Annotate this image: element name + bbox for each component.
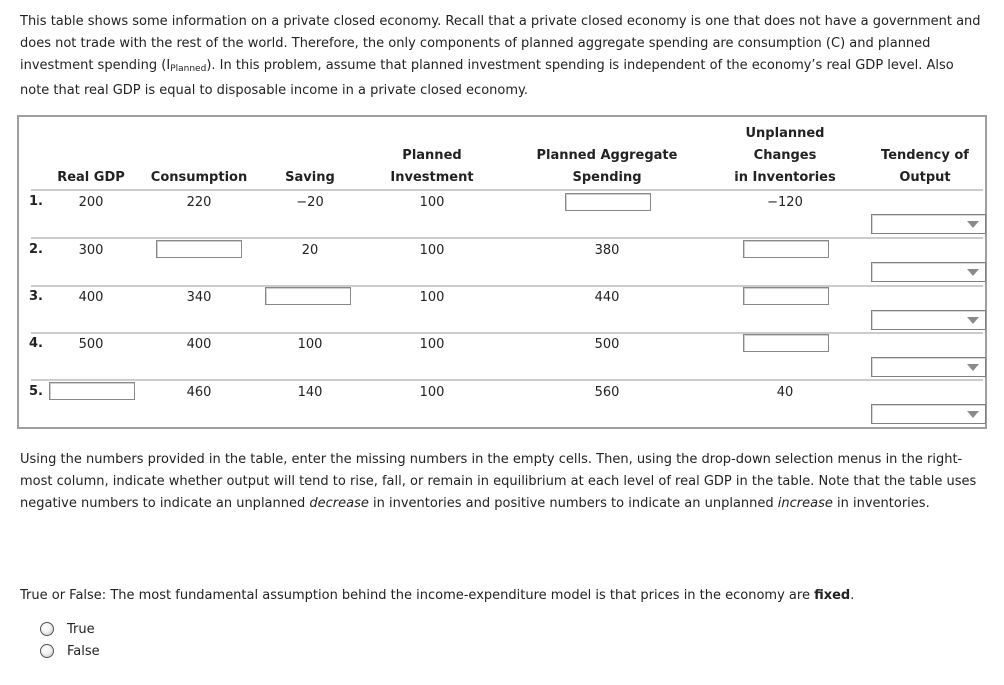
cell-consumption: 220 [186, 195, 212, 210]
select-tendency-row-4[interactable] [871, 357, 986, 377]
economy-table [17, 115, 987, 429]
true-false-question [20, 585, 985, 607]
intro-text-1: This table shows some information on a private closed economy. Recall that a private closed economy is one that does not have a government and does not trade with the rest of the world. Therefore, the only components of planned aggregate spending are consumption (C) and planned investment spending (I [20, 14, 981, 73]
chevron-down-icon [967, 364, 979, 371]
input-unplanned-changes-row-2[interactable] [743, 240, 829, 258]
radio-option-true[interactable] [40, 619, 95, 639]
instructions-emphasis-increase: increase [777, 496, 833, 511]
cell-planned-investment: 100 [419, 337, 445, 352]
header-unplanned-line1: Unplanned [745, 126, 825, 141]
input-consumption-row-2[interactable] [156, 240, 242, 258]
input-real-gdp-row-5[interactable] [49, 382, 135, 400]
select-tendency-row-2[interactable] [871, 262, 986, 282]
header-planned-investment [374, 145, 490, 189]
cell-planned-aggregate-spending: 380 [594, 243, 620, 258]
cell-planned-aggregate-spending: 500 [594, 337, 620, 352]
row-divider [31, 379, 983, 381]
question-bold-word: fixed [814, 588, 851, 603]
input-unplanned-changes-row-4[interactable] [743, 334, 829, 352]
row-number: 2. [29, 242, 43, 257]
cell-saving: 140 [297, 385, 323, 400]
cell-real-gdp: 500 [78, 337, 104, 352]
header-unplanned-changes [722, 123, 848, 189]
header-pas-line2: Spending [572, 170, 642, 185]
select-tendency-row-1[interactable] [871, 214, 986, 234]
radio-label-false: False [67, 643, 100, 659]
cell-real-gdp: 200 [78, 195, 104, 210]
radio-button-icon[interactable] [40, 644, 54, 658]
header-unplanned-line3: in Inventories [734, 170, 836, 185]
header-tendency-line2: Output [899, 170, 951, 185]
select-tendency-row-3[interactable] [871, 310, 986, 330]
chevron-down-icon [967, 317, 979, 324]
input-unplanned-changes-row-3[interactable] [743, 287, 829, 305]
row-number: 1. [29, 194, 43, 209]
header-planned-investment-line2: Investment [390, 170, 474, 185]
cell-unplanned-changes: 40 [776, 385, 794, 400]
cell-saving: −20 [296, 195, 324, 210]
select-tendency-row-5[interactable] [871, 404, 986, 424]
header-consumption: Consumption [150, 170, 248, 185]
radio-button-icon[interactable] [40, 622, 54, 636]
header-real-gdp: Real GDP [57, 170, 125, 185]
header-planned-aggregate-spending [522, 145, 692, 189]
header-divider [31, 189, 983, 191]
intro-text-2: ). In this problem, assume that planned investment spending is independent of the economy’s real GDP level. Also note that real GDP is equal to disposable income in a private closed economy. [20, 58, 954, 98]
radio-option-false[interactable] [40, 641, 100, 661]
cell-consumption: 400 [186, 337, 212, 352]
cell-planned-aggregate-spending: 560 [594, 385, 620, 400]
header-saving: Saving [285, 170, 335, 185]
instructions-text-1: Using the numbers provided in the table, enter the missing numbers in the empty cells. Then, using the drop-down selection menus in the right-most column, indicate whether output will tend to rise, fall, or remain in equilibrium at each level of real GDP in the table. Note that the table uses negative numbers to indicate an unplanned [20, 452, 977, 511]
radio-label-true: True [67, 621, 95, 637]
cell-saving: 20 [301, 243, 319, 258]
cell-unplanned-changes: −120 [767, 195, 803, 210]
header-planned-investment-line1: Planned [402, 148, 462, 163]
cell-planned-investment: 100 [419, 243, 445, 258]
instructions-emphasis-decrease: decrease [309, 496, 369, 511]
row-divider [31, 332, 983, 334]
input-planned-aggregate-spending-row-1[interactable] [565, 193, 651, 211]
intro-subscript: Planned [170, 64, 207, 74]
chevron-down-icon [967, 221, 979, 228]
question-text: True or False: The most fundamental assumption behind the income-expenditure model is that prices in the economy are [20, 588, 815, 603]
row-divider [31, 237, 983, 239]
instructions-text-2: in inventories and positive numbers to indicate an unplanned [368, 496, 778, 511]
row-number: 3. [29, 289, 43, 304]
row-number: 5. [29, 384, 43, 399]
cell-consumption: 460 [186, 385, 212, 400]
cell-planned-investment: 100 [419, 385, 445, 400]
cell-planned-aggregate-spending: 440 [594, 290, 620, 305]
instructions-paragraph [20, 449, 985, 515]
cell-planned-investment: 100 [419, 290, 445, 305]
chevron-down-icon [967, 411, 979, 418]
row-number: 4. [29, 336, 43, 351]
cell-planned-investment: 100 [419, 195, 445, 210]
cell-real-gdp: 300 [78, 243, 104, 258]
cell-consumption: 340 [186, 290, 212, 305]
cell-real-gdp: 400 [78, 290, 104, 305]
input-saving-row-3[interactable] [265, 287, 351, 305]
header-tendency-line1: Tendency of [881, 148, 969, 163]
question-suffix: . [850, 588, 855, 603]
intro-paragraph [20, 11, 985, 102]
header-unplanned-line2: Changes [753, 148, 817, 163]
instructions-text-3: in inventories. [832, 496, 930, 511]
cell-saving: 100 [297, 337, 323, 352]
row-divider [31, 285, 983, 287]
header-tendency-of-output [867, 145, 983, 189]
chevron-down-icon [967, 269, 979, 276]
header-pas-line1: Planned Aggregate [536, 148, 678, 163]
